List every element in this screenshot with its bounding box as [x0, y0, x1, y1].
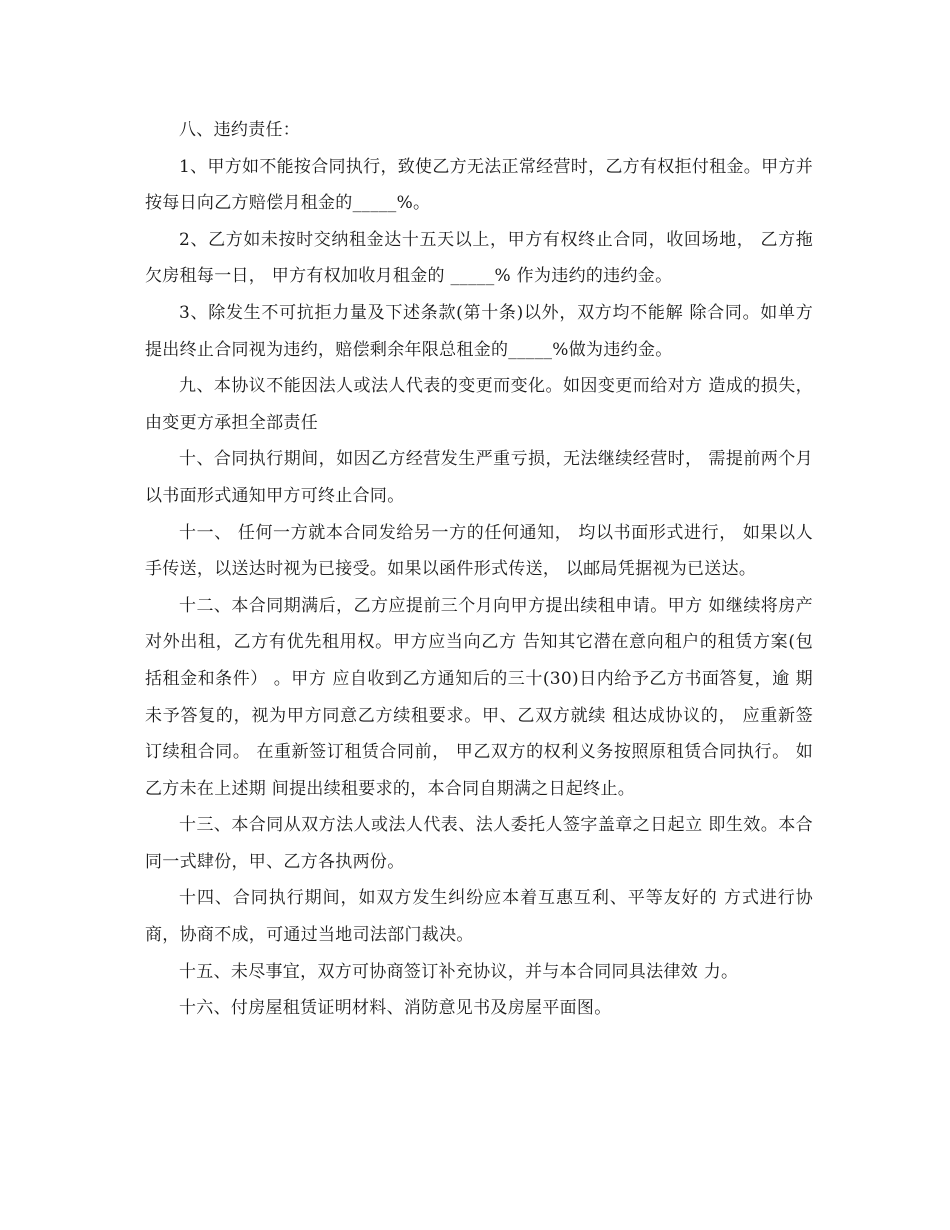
document-page — [145, 112, 813, 1027]
clause-1-lessor-breach: 1、甲方如不能按合同执行，致使乙方无法正常经营时，乙方有权拒付租金。甲方并按每日向乙方赔偿月租金的_____%。 — [145, 156, 813, 214]
clause-12-renewal: 十二、本合同期满后，乙方应提前三个月向甲方提出续租申请。甲方 如继续将房产对外出租，乙方有优先租用权。甲方应当向乙方 告知其它潜在意向租户的租赁方案(包括租金和条件） 。甲方 应自收到乙方通知后的三十(30)日内给予乙方书面答复，逾 期未予答复的，视为甲方同意乙方续租要求。甲、乙双方就续 租达成协议的， 应重新签订续租合同。 在重新签订租赁合同前， 甲乙双方的权利义务按照原租赁合同执行。 如乙方未在上述期 间提出续租要求的，本合同自期满之日起终止。 — [145, 595, 813, 799]
section-heading-breach-liability: 八、违约责任： — [179, 120, 301, 140]
clause-14-disputes: 十四、合同执行期间，如双方发生纠纷应本着互惠互利、平等友好的 方式进行协商，协商不成，可通过当地司法部门裁决。 — [145, 888, 813, 946]
clause-2-late-rent: 2、乙方如未按时交纳租金达十五天以上，甲方有权终止合同，收回场地， 乙方拖欠房租每一日， 甲方有权加收月租金的 _____% 作为违约的违约金。 — [145, 229, 813, 287]
clause-11-notices: 十一、 任何一方就本合同发给另一方的任何通知， 均以书面形式进行， 如果以人手传送，以送达时视为已接受。如果以函件形式传送， 以邮局凭据视为已送达。 — [145, 522, 813, 580]
clause-10-early-termination: 十、合同执行期间，如因乙方经营发生严重亏损，无法继续经营时， 需提前两个月以书面形式通知甲方可终止合同。 — [145, 449, 813, 506]
clause-9-representative-change: 九、本协议不能因法人或法人代表的变更而变化。如因变更而给对方 造成的损失，由变更方承担全部责任 — [145, 376, 813, 433]
clause-13-effectiveness: 十三、本合同从双方法人或法人代表、法人委托人签字盖章之日起立 即生效。本合同一式肆份，甲、乙方各执两份。 — [145, 815, 813, 872]
clause-16-attachments: 十六、付房屋租赁证明材料、消防意见书及房屋平面图。 — [179, 998, 612, 1019]
clause-15-supplementary: 十五、未尽事宜，双方可协商签订补充协议，并与本合同同具法律效 力。 — [179, 961, 739, 982]
clause-3-termination-penalty: 3、除发生不可抗拒力量及下述条款(第十条)以外，双方均不能解 除合同。如单方提出终止合同视为违约，赔偿剩余年限总租金的_____%做为违约金。 — [145, 302, 813, 360]
